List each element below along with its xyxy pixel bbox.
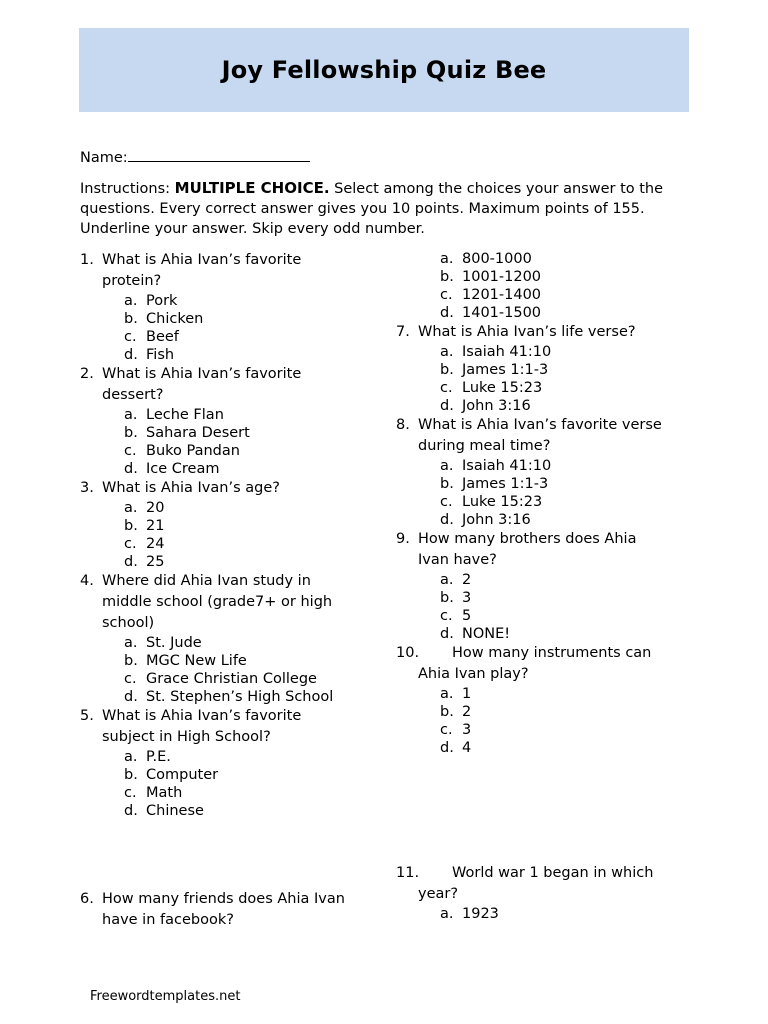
question-6 <box>80 889 380 931</box>
question-number: 3. <box>80 480 94 496</box>
option[interactable]: d. St. Stephen’s High School <box>124 689 334 705</box>
option[interactable]: a. St. Jude <box>124 635 202 651</box>
name-blank-line[interactable] <box>128 146 310 162</box>
options-9 <box>396 571 696 643</box>
option[interactable]: a. 20 <box>124 500 165 516</box>
option[interactable]: d. 1401-1500 <box>440 305 542 321</box>
option[interactable]: a. 800-1000 <box>440 251 532 267</box>
options-7 <box>396 343 696 415</box>
question-text: year? <box>418 886 459 902</box>
instructions-emphasis: MULTIPLE CHOICE. <box>174 179 330 197</box>
title-banner <box>79 28 689 112</box>
question-number: 5. <box>80 708 94 724</box>
instructions-text: Select among the choices your answer to the questions. Every correct answer gives you 10 points. Maximum points of 155. Underline your answer. Skip every odd number. <box>80 181 664 237</box>
question-text: How many brothers does Ahia <box>418 531 637 547</box>
question-text: What is Ahia Ivan’s favorite verse <box>418 417 662 433</box>
question-number: 1. <box>80 252 94 268</box>
footer-link[interactable]: Freewordtemplates.net <box>90 989 241 1004</box>
question-text: World war 1 began in which <box>452 865 654 881</box>
options-4 <box>80 634 380 706</box>
options-10 <box>396 685 696 757</box>
option[interactable]: a. Pork <box>124 293 178 309</box>
options-5 <box>80 748 380 820</box>
options-2 <box>80 406 380 478</box>
question-text: Where did Ahia Ivan study in <box>102 573 311 589</box>
question-text: dessert? <box>102 387 164 403</box>
option[interactable]: b. 1001-1200 <box>440 269 542 285</box>
question-text: during meal time? <box>418 438 551 454</box>
question-number: 6. <box>80 891 94 907</box>
question-11 <box>396 863 696 905</box>
option[interactable]: c. Grace Christian College <box>124 671 317 687</box>
left-column <box>80 250 380 820</box>
option[interactable]: d. 25 <box>124 554 165 570</box>
option[interactable]: b. James 1:1-3 <box>440 362 549 378</box>
option[interactable]: a. Isaiah 41:10 <box>440 344 552 360</box>
option[interactable]: c. 1201-1400 <box>440 287 542 303</box>
option[interactable]: a. P.E. <box>124 749 171 765</box>
option[interactable]: a. 2 <box>440 572 472 588</box>
options-11 <box>396 905 696 923</box>
question-3 <box>80 478 380 499</box>
option[interactable]: c. Luke 15:23 <box>440 380 543 396</box>
question-number: 9. <box>396 531 410 547</box>
name-label: Name: <box>80 150 128 166</box>
question-number: 2. <box>80 366 94 382</box>
question-2 <box>80 364 380 406</box>
question-text: protein? <box>102 273 162 289</box>
option[interactable]: b. MGC New Life <box>124 653 247 669</box>
options-3 <box>80 499 380 571</box>
options-6 <box>396 250 696 322</box>
right-column <box>396 250 696 757</box>
option[interactable]: c. 24 <box>124 536 165 552</box>
option[interactable]: a. Leche Flan <box>124 407 224 423</box>
option[interactable]: c. Buko Pandan <box>124 443 240 459</box>
option[interactable]: b. Computer <box>124 767 219 783</box>
option[interactable]: d. Chinese <box>124 803 204 819</box>
option[interactable]: d. Fish <box>124 347 175 363</box>
question-text: What is Ahia Ivan’s life verse? <box>418 324 636 340</box>
question-5 <box>80 706 380 748</box>
option[interactable]: b. Sahara Desert <box>124 425 250 441</box>
option[interactable]: d. John 3:16 <box>440 398 531 414</box>
question-text: middle school (grade7+ or high <box>102 594 333 610</box>
option[interactable]: b. 2 <box>440 704 472 720</box>
question-7 <box>396 322 696 343</box>
option[interactable]: b. 3 <box>440 590 472 606</box>
instructions <box>80 178 680 239</box>
page-title: Joy Fellowship Quiz Bee <box>221 56 547 84</box>
question-number: 8. <box>396 417 410 433</box>
option[interactable]: c. Beef <box>124 329 179 345</box>
question-text: have in facebook? <box>102 912 234 928</box>
left-column-bottom <box>80 889 380 931</box>
question-text: What is Ahia Ivan’s favorite <box>102 252 302 268</box>
question-number: 7. <box>396 324 410 340</box>
question-text: How many instruments can <box>452 645 652 661</box>
option[interactable]: c. Math <box>124 785 183 801</box>
question-text: school) <box>102 615 155 631</box>
option[interactable]: c. 5 <box>440 608 472 624</box>
question-text: Ahia Ivan play? <box>418 666 529 682</box>
options-8 <box>396 457 696 529</box>
option[interactable]: b. Chicken <box>124 311 204 327</box>
question-text: subject in High School? <box>102 729 271 745</box>
option[interactable]: c. Luke 15:23 <box>440 494 543 510</box>
question-text: How many friends does Ahia Ivan <box>102 891 345 907</box>
question-9 <box>396 529 696 571</box>
question-text: What is Ahia Ivan’s favorite <box>102 708 302 724</box>
option[interactable]: d. John 3:16 <box>440 512 531 528</box>
question-number: 11. <box>396 865 420 881</box>
option[interactable]: c. 3 <box>440 722 472 738</box>
option[interactable]: a. Isaiah 41:10 <box>440 458 552 474</box>
options-1 <box>80 292 380 364</box>
question-text: What is Ahia Ivan’s favorite <box>102 366 302 382</box>
option[interactable]: d. NONE! <box>440 626 511 642</box>
question-4 <box>80 571 380 634</box>
question-1 <box>80 250 380 292</box>
option[interactable]: d. 4 <box>440 740 472 756</box>
option[interactable]: b. 21 <box>124 518 165 534</box>
question-text: What is Ahia Ivan’s age? <box>102 480 280 496</box>
instructions-prefix: Instructions: <box>80 181 175 197</box>
name-field <box>80 146 310 166</box>
question-number: 10. <box>396 645 420 661</box>
option[interactable]: a. 1923 <box>440 906 499 922</box>
question-10 <box>396 643 696 685</box>
option[interactable]: a. 1 <box>440 686 472 702</box>
question-text: Ivan have? <box>418 552 497 568</box>
option[interactable]: d. Ice Cream <box>124 461 220 477</box>
right-column-bottom <box>396 863 696 923</box>
question-number: 4. <box>80 573 94 589</box>
question-8 <box>396 415 696 457</box>
option[interactable]: b. James 1:1-3 <box>440 476 549 492</box>
